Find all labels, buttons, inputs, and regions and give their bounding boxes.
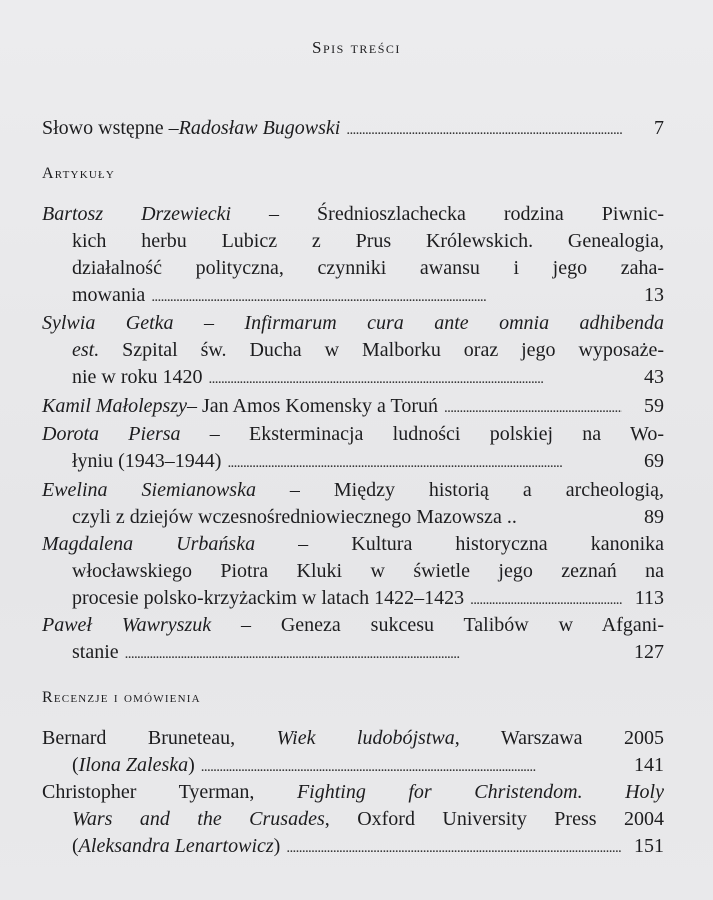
entry-text: )	[188, 754, 195, 776]
entry-author-title: Sylwia Getka – Infirmarum cura ante omnia adhibenda	[42, 312, 664, 334]
toc-entry-article[interactable]	[42, 477, 664, 531]
entry-text: procesie polsko-krzyżackim w latach 1422–1423	[72, 587, 465, 609]
entry-author: Ewelina Siemianowska	[42, 479, 256, 501]
entry-text: stanie	[72, 641, 119, 663]
entry-text: – Eksterminacja ludności polskiej na Wo-	[180, 423, 664, 445]
leader-dots	[346, 117, 622, 144]
entry-text: – Kultura historyczna kanonika	[255, 533, 665, 555]
entry-title-italic: Wars and the Crusades	[72, 808, 325, 830]
page-number: 59	[644, 395, 664, 417]
entry-label: Słowo wstępne –	[42, 117, 179, 139]
leader-dots	[286, 835, 622, 862]
entry-reviewer: Aleksandra Lenartowicz	[78, 835, 274, 857]
entry-title-italic: Fighting for Christendom. Holy	[296, 781, 664, 803]
entry-text: kich herbu Lubicz z Prus Królewskich. Genealogia,	[72, 230, 664, 252]
entry-text: – Jan Amos Komensky a Toruń	[187, 395, 438, 417]
leader-dots	[125, 641, 622, 668]
leader-dots	[151, 284, 622, 311]
page-number: 7	[654, 117, 664, 139]
entry-text: (	[72, 754, 79, 776]
toc-entry-article[interactable]	[42, 421, 664, 475]
page-number: 151	[634, 835, 664, 857]
page-number: 141	[634, 754, 664, 776]
page-number: 13	[644, 284, 664, 306]
entry-text: działalność polityczna, czynniki awansu i jego zaha-	[72, 257, 664, 279]
page-number: 89	[644, 506, 664, 528]
toc-entry-review[interactable]	[42, 779, 664, 860]
toc-entry-article[interactable]	[42, 531, 664, 612]
entry-text: (	[72, 835, 79, 857]
leader-dots	[227, 450, 622, 477]
leader-dots	[209, 366, 622, 393]
entry-author: Kamil Małolepszy	[42, 395, 187, 417]
entry-text: , Oxford University Press 2004	[324, 808, 664, 830]
page-number: 127	[634, 641, 664, 663]
entry-text: – Między historią a archeologią,	[255, 479, 664, 501]
entry-author: Dorota Piersa	[42, 423, 181, 445]
entry-text: łyniu (1943–1944)	[72, 450, 222, 472]
page-title: Spis treści	[312, 38, 401, 57]
entry-text: )	[273, 835, 281, 857]
leader-dots	[444, 395, 622, 422]
entry-reviewer: Ilona Zaleska	[78, 754, 189, 776]
toc-entry-intro[interactable]	[42, 115, 664, 142]
entry-title-italic: est.	[72, 339, 100, 361]
toc-entry-article[interactable]	[42, 393, 664, 420]
entry-title-italic: Wiek ludobójstwa	[276, 727, 455, 749]
entry-author: Bartosz Drzewiecki	[42, 203, 232, 225]
page-number: 69	[644, 450, 664, 472]
entry-text: – Geneza sukcesu Talibów w Afgani-	[211, 614, 664, 636]
entry-text: mowania	[72, 284, 146, 306]
entry-author: Christopher Tyerman,	[42, 781, 297, 803]
entry-text: , Warszawa 2005	[454, 727, 665, 749]
entry-text: nie w roku 1420	[72, 366, 203, 388]
entry-text: – Średnioszlachecka rodzina Piwnic-	[231, 203, 664, 225]
toc-entry-article[interactable]	[42, 612, 664, 666]
entry-author: Bernard Bruneteau,	[42, 727, 277, 749]
toc-entry-review[interactable]	[42, 725, 664, 779]
entry-text: czyli z dziejów wczesnośredniowiecznego Mazowsza ..	[72, 506, 517, 528]
toc-entry-article[interactable]	[42, 201, 664, 309]
page-number: 43	[644, 366, 664, 388]
entry-author: Radosław Bugowski	[178, 117, 341, 139]
entry-text: Szpital św. Ducha w Malborku oraz jego wyposaże-	[99, 339, 664, 361]
section-heading-articles: Artykuły	[42, 165, 116, 182]
entry-author: Magdalena Urbańska	[42, 533, 256, 555]
entry-text: włocławskiego Piotra Kluki w świetle jego zeznań na	[72, 560, 664, 582]
leader-dots	[470, 587, 622, 614]
section-heading-reviews: Recenzje i omówienia	[42, 689, 201, 706]
leader-dots	[201, 754, 622, 781]
toc-entry-article[interactable]	[42, 310, 664, 391]
page-number: 113	[634, 587, 664, 609]
entry-author: Paweł Wawryszuk	[42, 614, 212, 636]
